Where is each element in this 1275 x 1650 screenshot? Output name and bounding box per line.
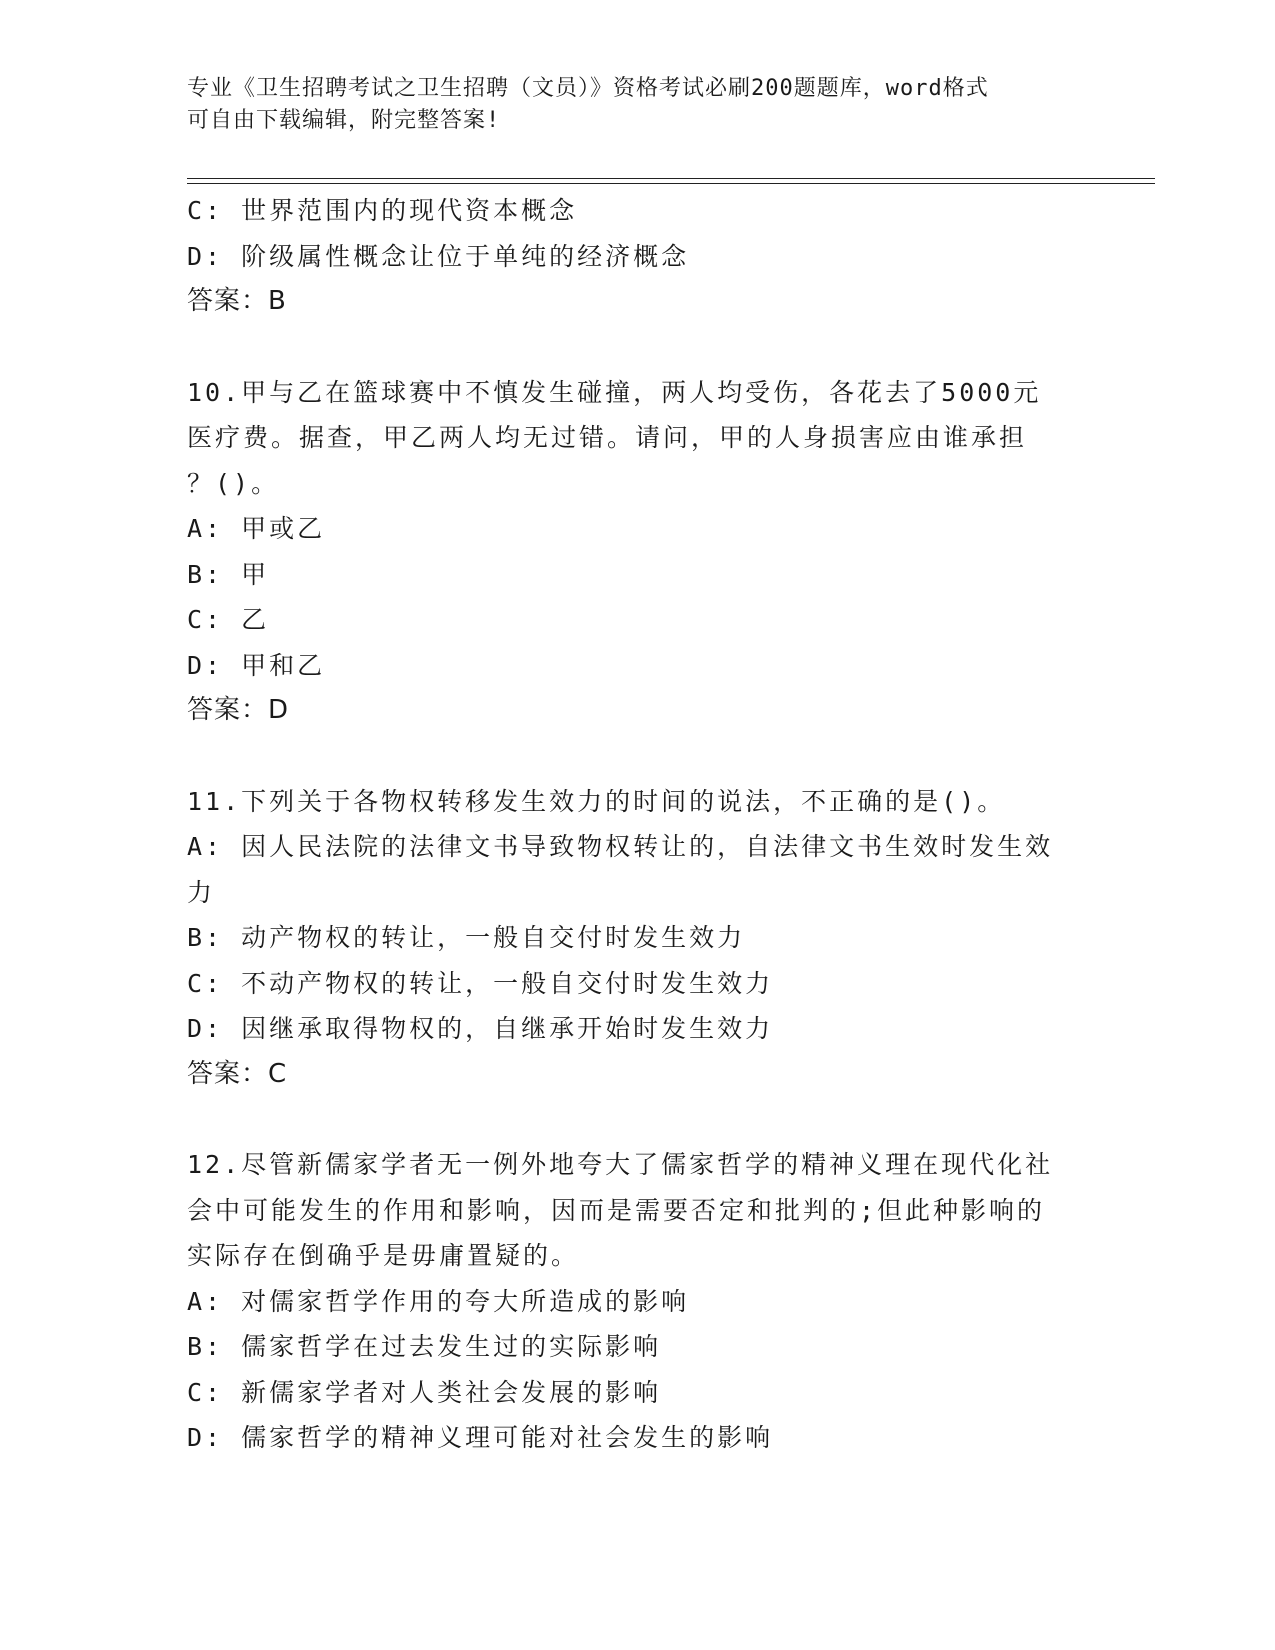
header-divider [187, 178, 1155, 184]
option-d: D: 因继承取得物权的，自继承开始时发生效力 [187, 1014, 774, 1043]
spacer [187, 325, 1087, 370]
option-b: B: 动产物权的转让，一般自交付时发生效力 [187, 923, 746, 952]
option-d: D: 甲和乙 [187, 650, 326, 680]
option-c: C: 世界范围内的现代资本概念 [187, 196, 578, 225]
answer: 答案：D [187, 695, 290, 725]
option-a: A: 因人民法院的法律文书导致物权转让的，自法律文书生效时发生效 [187, 832, 1054, 861]
question-9-tail [187, 188, 1087, 325]
question-content [187, 188, 1087, 1461]
question-stem-line: 12.尽管新儒家学者无一例外地夸大了儒家哲学的精神义理在现代化社 [187, 1150, 1054, 1179]
spacer [187, 734, 1087, 779]
header-title-line-1: 专业《卫生招聘考试之卫生招聘（文员）》资格考试必刷200题题库，word格式 [187, 76, 989, 101]
question-stem-line: 会中可能发生的作用和影响，因而是需要否定和批判的;但此种影响的 [187, 1195, 1046, 1225]
option-c: C: 乙 [187, 605, 270, 634]
question-stem-line: 10.甲与乙在篮球赛中不慎发生碰撞，两人均受伤，各花去了5000元 [187, 377, 1042, 407]
answer: 答案：C [187, 1058, 288, 1089]
question-stem-line: ？()。 [187, 468, 280, 498]
option-c: C: 新儒家学者对人类社会发展的影响 [187, 1377, 662, 1407]
question-stem-line: 实际存在倒确乎是毋庸置疑的。 [187, 1241, 580, 1270]
page-header [187, 73, 1087, 137]
header-title-line-2: 可自由下载编辑，附完整答案! [187, 108, 501, 133]
option-a: A: 对儒家哲学作用的夸大所造成的影响 [187, 1286, 690, 1316]
question-12 [187, 1142, 1087, 1461]
option-a: A: 甲或乙 [187, 514, 326, 543]
question-stem-line: 11.下列关于各物权转移发生效力的时间的说法，不正确的是()。 [187, 786, 1006, 816]
option-a-continued: 力 [187, 877, 216, 907]
question-11 [187, 779, 1087, 1098]
option-d: D: 阶级属性概念让位于单纯的经济概念 [187, 241, 690, 271]
answer: 答案：B [187, 286, 287, 316]
option-b: B: 甲 [187, 559, 270, 589]
question-10 [187, 370, 1087, 734]
option-d: D: 儒家哲学的精神义理可能对社会发生的影响 [187, 1423, 774, 1452]
option-c: C: 不动产物权的转让，一般自交付时发生效力 [187, 968, 774, 998]
spacer [187, 1097, 1087, 1142]
question-stem-line: 医疗费。据查，甲乙两人均无过错。请问，甲的人身损害应由谁承担 [187, 423, 1028, 452]
option-b: B: 儒家哲学在过去发生过的实际影响 [187, 1332, 662, 1361]
